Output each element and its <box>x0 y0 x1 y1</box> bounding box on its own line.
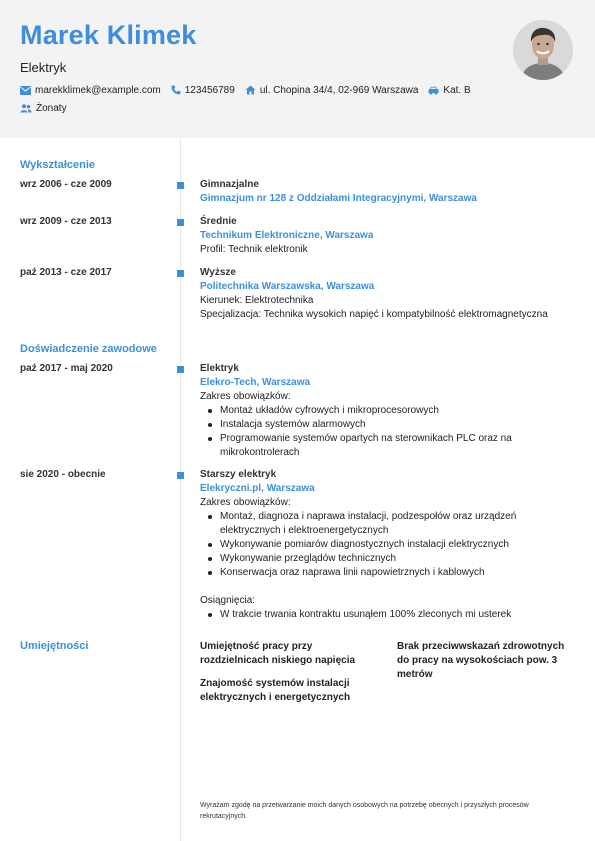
achievements-label: Osiągnięcia: <box>200 595 256 606</box>
education-school: Politechnika Warszawska, Warszawa <box>200 281 375 292</box>
address-contact <box>245 85 419 96</box>
education-entry <box>200 178 570 206</box>
phone-icon <box>171 85 181 95</box>
portrait-image <box>513 20 573 80</box>
phone-contact <box>171 85 235 96</box>
experience-date: paź 2017 - maj 2020 <box>20 363 113 374</box>
email-text: marekklimek@example.com <box>35 84 161 96</box>
duties-list <box>200 404 570 460</box>
education-detail: Profil: Technik elektronik <box>200 244 308 255</box>
duties-label: Zakres obowiązków: <box>200 497 291 508</box>
experience-date: sie 2020 - obecnie <box>20 469 106 480</box>
education-detail: Kierunek: Elektrotechnika <box>200 295 314 306</box>
duty-item: Wykonywanie przeglądów technicznych <box>220 552 570 566</box>
home-icon <box>245 85 256 95</box>
car-icon <box>428 86 439 95</box>
timeline-marker <box>177 472 184 479</box>
education-date: wrz 2006 - cze 2009 <box>20 179 112 190</box>
achievements-list <box>200 608 570 622</box>
education-date: wrz 2009 - cze 2013 <box>20 216 112 227</box>
duty-item: Wykonywanie pomiarów diagnostycznych instalacji elektrycznych <box>220 538 570 552</box>
timeline-marker <box>177 366 184 373</box>
employer: Elekryczni.pl, Warszawa <box>200 483 315 494</box>
duty-item: Programowanie systemów opartych na sterownikach PLC oraz na mikrokontrolerach <box>220 432 520 460</box>
license-contact <box>428 85 470 96</box>
education-entry <box>200 266 570 322</box>
cv-header <box>0 0 595 138</box>
education-section-title: Wykształcenie <box>20 159 96 171</box>
education-entry <box>200 215 570 257</box>
employer: Elekro-Tech, Warszawa <box>200 377 311 388</box>
experience-section-title: Doświadczenie zawodowe <box>20 343 157 355</box>
achievement-item: W trakcie trwania kontraktu usunąłem 100% zleconych mi usterek <box>220 608 570 622</box>
education-school: Gimnazjum nr 128 z Oddziałami Integracyjnymi, Warszawa <box>200 193 477 204</box>
skills-section-title: Umiejętności <box>20 640 89 652</box>
duty-item: Montaż, diagnoza i naprawa instalacji, podzespołów oraz urządzeń elektrycznych i elektroenergetycznych <box>220 510 530 538</box>
timeline-marker <box>177 219 184 226</box>
duty-item: Konserwacja oraz naprawa linii napowietrznych i kablowych <box>220 566 570 580</box>
skill-item: Brak przeciwwskazań zdrowotnych do pracy na wysokościach pow. 3 metrów <box>397 641 565 680</box>
marital-status-text: Żonaty <box>36 102 67 114</box>
education-level: Wyższe <box>200 267 236 278</box>
marital-status <box>20 103 67 114</box>
skill-item: Znajomość systemów instalacji elektrycznych i energetycznych <box>200 678 351 703</box>
timeline-divider <box>180 138 181 841</box>
duties-label: Zakres obowiązków: <box>200 391 291 402</box>
profile-photo <box>513 20 573 80</box>
job-position: Elektryk <box>200 363 239 374</box>
education-detail: Specjalizacja: Technika wysokich napięć i kompatybilność elektromagnetyczna <box>200 309 548 320</box>
job-position: Starszy elektryk <box>200 469 277 480</box>
email-contact <box>20 85 161 96</box>
license-text: Kat. B <box>443 84 471 96</box>
duty-item: Instalacja systemów alarmowych <box>220 418 570 432</box>
timeline-marker <box>177 182 184 189</box>
experience-entry <box>200 468 570 622</box>
candidate-name: Marek Klimek <box>20 20 197 50</box>
phone-text: 123456789 <box>184 84 235 96</box>
skill-item: Umiejętność pracy przy rozdzielnicach niskiego napięcia <box>200 641 356 666</box>
education-school: Technikum Elektroniczne, Warszawa <box>200 230 374 241</box>
job-title: Elektryk <box>20 60 67 75</box>
education-level: Gimnazjalne <box>200 179 259 190</box>
gdpr-consent: Wyrażam zgodę na przetwarzanie moich danych osobowych na potrzebę obecnych i przyszłych procesów rekrutacyjnych. <box>200 802 529 820</box>
users-icon <box>20 104 32 113</box>
duty-item: Montaż układów cyfrowych i mikroprocesorowych <box>220 404 570 418</box>
timeline-marker <box>177 270 184 277</box>
contact-details <box>20 83 490 119</box>
envelope-icon <box>20 86 31 95</box>
education-level: Średnie <box>200 216 237 227</box>
education-date: paź 2013 - cze 2017 <box>20 267 112 278</box>
experience-entry <box>200 362 570 460</box>
duties-list <box>200 510 570 580</box>
address-text: ul. Chopina 34/4, 02-969 Warszawa <box>259 84 419 96</box>
